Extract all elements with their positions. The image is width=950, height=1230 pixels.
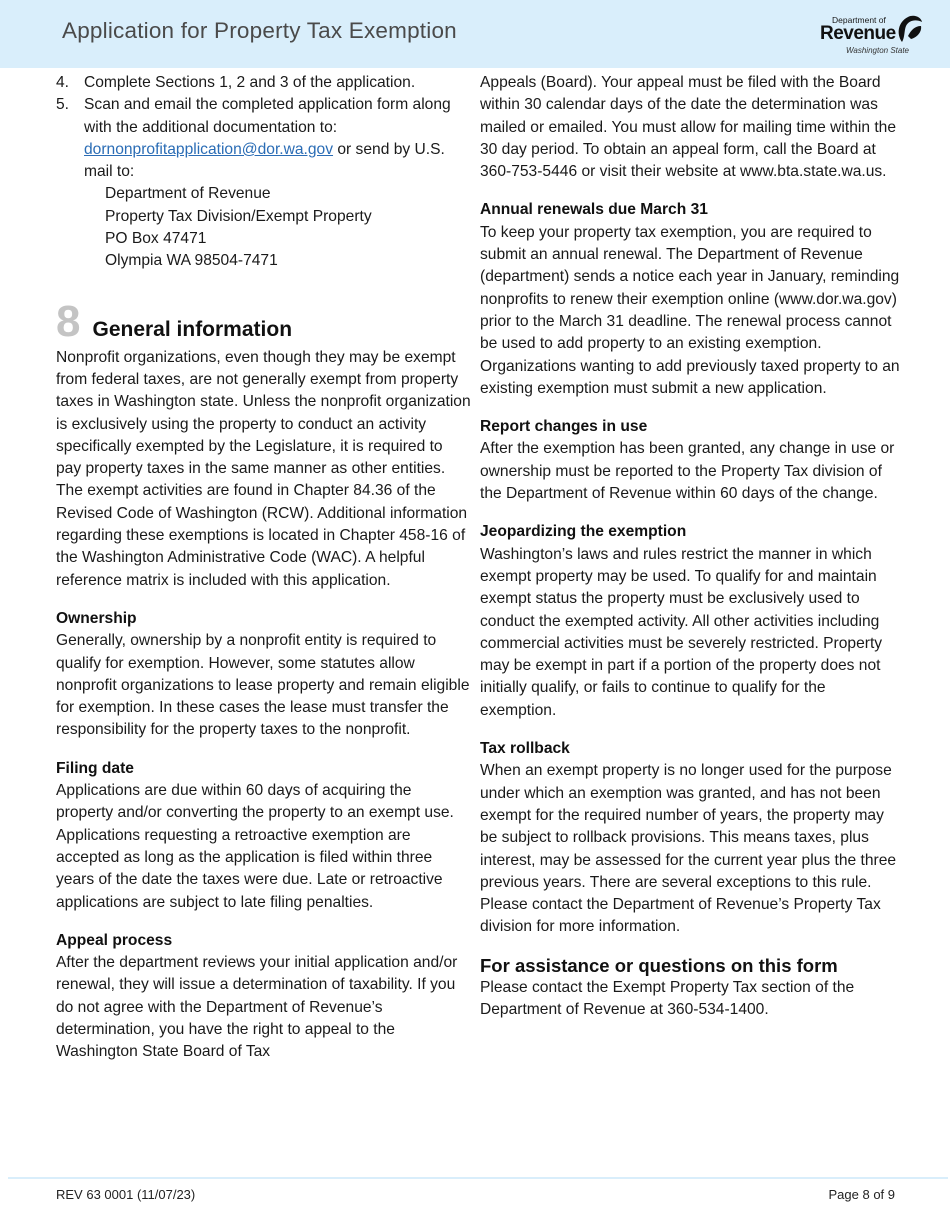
- report-changes-text: After the exemption has been granted, any change in use or ownership must be reported to the Property Tax division of the Department of Revenue within 60 days of the change.: [480, 440, 895, 503]
- footer-divider: [8, 1177, 948, 1179]
- list-number: 4.: [56, 74, 70, 91]
- logo-line-2: Revenue: [820, 23, 896, 44]
- address-line: PO Box 47471: [105, 230, 207, 248]
- mailing-address: [56, 183, 471, 272]
- document-title: Application for Property Tax Exemption: [62, 18, 457, 43]
- logo-line-3: Washington State: [846, 46, 910, 55]
- tax-rollback-heading: Tax rollback: [480, 740, 570, 758]
- address-line: Property Tax Division/Exempt Property: [105, 207, 372, 225]
- filing-date-text: Applications are due within 60 days of acquiring the property and/or converting the property to an exempt use. Applications requesting a retroactive exemption are accepted as long as the application is filed within three years of the date the taxes were due. Late or retroactive applications are subject to late filing penalties.: [56, 782, 454, 911]
- assistance-heading: For assistance or questions on this form: [480, 954, 838, 976]
- list-number: 5.: [56, 96, 70, 114]
- jeopardizing-text: Washington’s laws and rules restrict the manner in which exempt property may be used. To qualify for and maintain exempt status the property must be exclusively used to conduct the exempted activity. All other activities including commercial activities must be severely restricted. Property may be exempt in part if a portion of the property does not initially qualify, or fails to continue to qualify for the exemption.: [480, 545, 883, 719]
- report-changes-heading: Report changes in use: [480, 418, 648, 436]
- form-id: REV 63 0001 (11/07/23): [56, 1187, 196, 1202]
- assistance-text: Please contact the Exempt Property Tax section of the Department of Revenue at 360-534-1400.: [480, 978, 855, 1019]
- ownership-heading: Ownership: [56, 609, 137, 627]
- appeal-process-text: After the department reviews your initial application and/or renewal, they will issue a determination of taxability. If you do not agree with the Department of Revenue’s determination, you have the right to appeal to the Washington State Board of Tax: [56, 954, 458, 1061]
- email-link[interactable]: dornonprofitapplication@dor.wa.gov: [84, 140, 334, 158]
- address-line: Department of Revenue: [105, 185, 271, 203]
- appeal-process-heading: Appeal process: [56, 931, 173, 949]
- section-title: General information: [92, 317, 293, 341]
- filing-date-heading: Filing date: [56, 759, 134, 777]
- section-number: 8: [56, 296, 81, 346]
- general-info-text: Nonprofit organizations, even though they may be exempt from federal taxes, are not generally exempt from property taxes in Washington state. Unless the nonprofit organization is exclusively using the property to conduct an activity specifically exempted by the Legislature, it is required to pay property taxes in the same manner as other entities. The exempt activities are found in Chapter 84.36 of the Revised Code of Washington (RCW). Additional information regarding these exemptions is located in Chapter 458-16 of the Washington Administrative Code (WAC). A helpful reference matrix is included with this application.: [56, 348, 471, 589]
- instruction-item-5: [56, 94, 471, 183]
- instruction-item-4: [56, 72, 471, 94]
- list-text: Scan and email the completed application form along with the additional documentation to: dornonprofitapplication@dor.wa.gov or send by U.S. mail to:: [84, 96, 451, 181]
- address-line: Olympia WA 98504-7471: [105, 252, 278, 270]
- left-column: [56, 72, 471, 1064]
- list-text: Complete Sections 1, 2 and 3 of the application.: [84, 74, 416, 91]
- page-header: [0, 0, 950, 68]
- logo-line-1: Department of: [832, 15, 886, 25]
- annual-renewals-heading: Annual renewals due March 31: [480, 201, 708, 219]
- section-heading: [56, 296, 471, 346]
- annual-renewals-text: To keep your property tax exemption, you are required to submit an annual renewal. The Department of Revenue (department) sends a notice each year in January, reminding nonprofits to renew their exemption online (www.dor.wa.gov) prior to the March 31 deadline. The renewal process cannot be used to add property to an existing exemption. Organizations wanting to add previously taxed property to an existing exemption must submit a new application.: [480, 223, 900, 397]
- ownership-text: Generally, ownership by a nonprofit entity is required to qualify for exemption. However, some statutes allow nonprofit organizations to lease property and remain eligible for exemption. In these cases the lease must transfer the responsibility for the property taxes to the nonprofit.: [56, 632, 470, 739]
- page-number: Page 8 of 9: [828, 1187, 895, 1202]
- jeopardizing-heading: Jeopardizing the exemption: [480, 523, 687, 541]
- right-column: [480, 72, 900, 1022]
- dor-swoosh-icon: [894, 14, 924, 44]
- dor-logo: [818, 12, 928, 58]
- appeal-continuation-text: Appeals (Board). Your appeal must be filed with the Board within 30 calendar days of the date the determination was mailed or emailed. You must allow for mailing time within the 30 day period. To obtain an appeal form, call the Board at 360-753-5446 or visit their website at www.bta.state.wa.us.: [480, 74, 897, 181]
- tax-rollback-text: When an exempt property is no longer used for the purpose under which an exemption was granted, and has not been exempt for the required number of years, the property may be subject to rollback provisions. This means taxes, plus interest, may be assessed for the current year plus the three previous years. There are several exceptions to this rule. Please contact the Department of Revenue’s Property Tax division for more information.: [480, 762, 897, 936]
